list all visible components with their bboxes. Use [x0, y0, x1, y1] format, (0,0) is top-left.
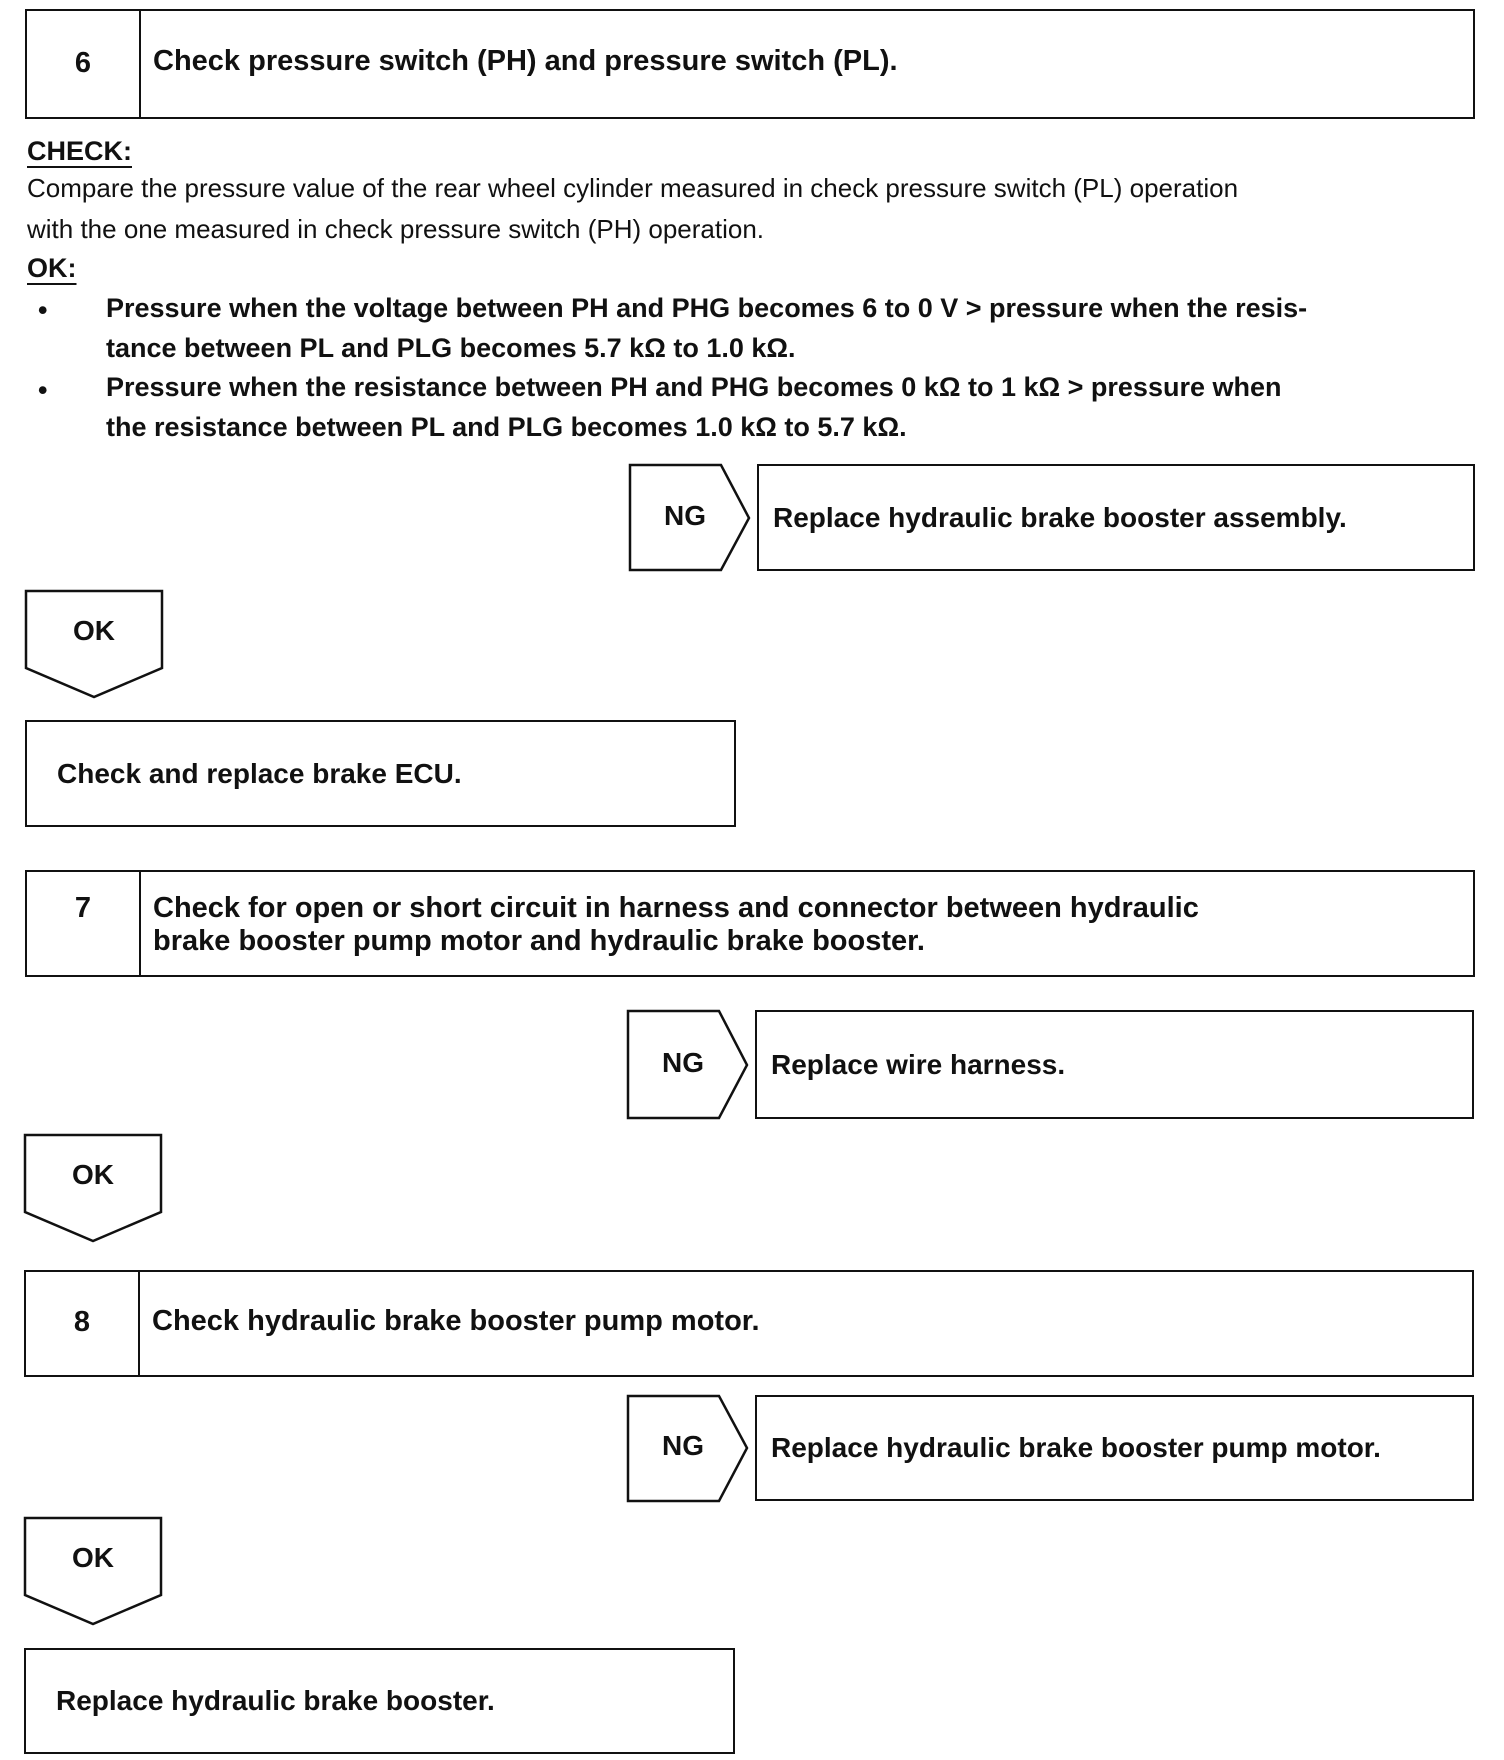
ng-label: NG — [662, 1430, 704, 1461]
step-8-header — [24, 1270, 1474, 1377]
bullet-dot: • — [38, 375, 48, 405]
step-7-header — [25, 870, 1475, 977]
step-title — [141, 872, 1199, 975]
step-6-header — [25, 9, 1475, 119]
step-title-line1: Check for open or short circuit in harness and connector between hydraulic — [153, 892, 1199, 924]
ok-label: OK — [72, 1159, 114, 1190]
ok-label: OK: — [27, 253, 77, 283]
ng-result-3: Replace hydraulic brake booster pump motor. — [755, 1395, 1474, 1501]
ng-label: NG — [662, 1047, 704, 1078]
ok-result-2: Replace hydraulic brake booster. — [24, 1648, 735, 1754]
ng-label: NG — [664, 500, 706, 531]
bullet-2-line1: Pressure when the resistance between PH and PHG becomes 0 kΩ to 1 kΩ > pressure when — [106, 372, 1282, 402]
step-number: 7 — [27, 872, 141, 975]
bullet-2-line2: the resistance between PL and PLG becomes 1.0 kΩ to 5.7 kΩ. — [106, 412, 907, 442]
ok-label: OK — [73, 615, 115, 646]
step-number: 8 — [26, 1272, 140, 1375]
check-label: CHECK: — [27, 136, 132, 166]
step-title-line2: brake booster pump motor and hydraulic brake booster. — [153, 925, 925, 957]
bullet-1-line2: tance between PL and PLG becomes 5.7 kΩ to 1.0 kΩ. — [106, 333, 796, 363]
check-text-line1: Compare the pressure value of the rear wheel cylinder measured in check pressure switch (PL) operation — [27, 173, 1239, 203]
bullet-1-line1: Pressure when the voltage between PH and PHG becomes 6 to 0 V > pressure when the resis- — [106, 293, 1308, 323]
ng-result-1: Replace hydraulic brake booster assembly. — [757, 464, 1475, 571]
ok-result-1: Check and replace brake ECU. — [25, 720, 736, 827]
step-title: Check pressure switch (PH) and pressure switch (PL). — [153, 45, 898, 77]
bullet-dot: • — [38, 295, 48, 325]
ok-label: OK — [72, 1542, 114, 1573]
check-text-line2: with the one measured in check pressure switch (PH) operation. — [27, 214, 765, 244]
ng-result-2: Replace wire harness. — [755, 1010, 1474, 1119]
step-title: Check hydraulic brake booster pump motor. — [152, 1305, 760, 1337]
step-number: 6 — [27, 11, 141, 117]
